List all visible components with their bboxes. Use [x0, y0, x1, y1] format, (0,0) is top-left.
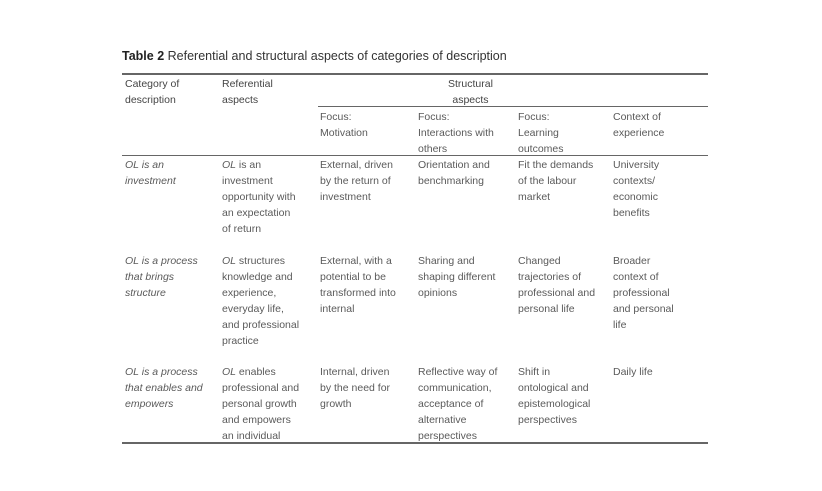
- cell-line: and empowers: [222, 414, 291, 426]
- cell-text: structures: [236, 255, 286, 267]
- header-structural-line: Structural: [448, 78, 493, 90]
- cell-line: benefits: [613, 207, 650, 219]
- cell-line: investment: [222, 175, 273, 187]
- cell-line: Fit the demands: [518, 159, 594, 171]
- cell-line: [222, 157, 296, 173]
- cell-line: of return: [222, 223, 262, 235]
- cell-line: opportunity with: [222, 191, 296, 203]
- row-learning: [518, 364, 590, 428]
- row-motivation: [320, 364, 390, 412]
- cell-line: and professional: [222, 319, 300, 331]
- cell-line: that enables and: [125, 382, 203, 394]
- cell-line: External, with a: [320, 255, 392, 267]
- cell-line: Reflective way of: [418, 366, 498, 378]
- cell-line: market: [518, 191, 551, 203]
- header-context: [613, 109, 664, 141]
- cell-text: is an: [236, 159, 262, 171]
- cell-line: Daily life: [613, 366, 653, 378]
- header-referential-line: aspects: [222, 94, 259, 106]
- cell-line: professional: [613, 287, 670, 299]
- ol-abbrev: OL: [125, 366, 139, 378]
- cell-line: shaping different: [418, 271, 496, 283]
- row-referential: [222, 157, 296, 237]
- header-referential-line: Referential: [222, 78, 273, 90]
- cell-line: practice: [222, 335, 259, 347]
- cell-line: [222, 364, 299, 380]
- cell-line: empowers: [125, 398, 174, 410]
- cell-line: perspectives: [518, 414, 577, 426]
- header-category: [125, 76, 179, 108]
- cell-line: context of: [613, 271, 659, 283]
- cell-line: that brings: [125, 271, 175, 283]
- cell-line: personal growth: [222, 398, 297, 410]
- bottom-rule: [122, 442, 708, 444]
- header-line: others: [418, 143, 448, 155]
- ol-abbrev: OL: [125, 159, 139, 171]
- header-line: Learning: [518, 127, 559, 139]
- header-structural-line: aspects: [452, 94, 489, 106]
- cell-line: ontological and: [518, 382, 589, 394]
- header-line: Interactions with: [418, 127, 494, 139]
- header-line: experience: [613, 127, 665, 139]
- cell-line: benchmarking: [418, 175, 484, 187]
- cell-line: opinions: [418, 287, 458, 299]
- cell-line: communication,: [418, 382, 492, 394]
- cell-line: trajectories of: [518, 271, 582, 283]
- cell-line: growth: [320, 398, 352, 410]
- table-caption: [122, 49, 507, 63]
- cell-line: investment: [125, 175, 176, 187]
- top-rule: [122, 73, 708, 75]
- cell-line: economic: [613, 191, 658, 203]
- cell-line: [125, 364, 203, 380]
- row-learning: [518, 157, 593, 205]
- header-referential: [222, 76, 273, 108]
- cell-line: Internal, driven: [320, 366, 390, 378]
- cell-line: Changed: [518, 255, 561, 267]
- header-line: Motivation: [320, 127, 368, 139]
- table-title: Referential and structural aspects of categories of description: [164, 49, 507, 63]
- row-context: [613, 364, 653, 380]
- cell-line: of the labour: [518, 175, 577, 187]
- header-line: Focus:: [518, 111, 550, 123]
- cell-line: [222, 253, 299, 269]
- header-focus-motivation: [320, 109, 368, 141]
- cell-line: an expectation: [222, 207, 291, 219]
- cell-line: professional and: [518, 287, 596, 299]
- cell-line: everyday life,: [222, 303, 284, 315]
- header-focus-interactions: [418, 109, 494, 157]
- header-line: Focus:: [320, 111, 352, 123]
- cell-line: perspectives: [418, 430, 477, 442]
- row-learning: [518, 253, 595, 317]
- row-category: [125, 364, 203, 412]
- cell-line: professional and: [222, 382, 300, 394]
- row-referential: [222, 253, 299, 349]
- row-interactions: [418, 364, 497, 444]
- cell-text: is a process: [138, 255, 198, 267]
- cell-text: is a process: [138, 366, 198, 378]
- row-referential: [222, 364, 299, 444]
- cell-line: Broader: [613, 255, 651, 267]
- ol-abbrev: OL: [222, 159, 237, 171]
- header-line: Focus:: [418, 111, 450, 123]
- ol-abbrev: OL: [222, 366, 237, 378]
- cell-line: acceptance of: [418, 398, 484, 410]
- cell-line: transformed into: [320, 287, 396, 299]
- cell-line: potential to be: [320, 271, 386, 283]
- header-category-line: description: [125, 94, 176, 106]
- cell-line: contexts/: [613, 175, 656, 187]
- row-interactions: [418, 157, 490, 189]
- cell-text: is an: [138, 159, 164, 171]
- cell-line: Shift in: [518, 366, 551, 378]
- header-line: Context of: [613, 111, 661, 123]
- cell-line: and personal: [613, 303, 674, 315]
- row-motivation: [320, 253, 396, 317]
- row-category: [125, 157, 176, 189]
- table-label: Table 2: [122, 49, 165, 63]
- row-interactions: [418, 253, 495, 301]
- cell-line: life: [613, 319, 627, 331]
- header-line: outcomes: [518, 143, 564, 155]
- cell-line: investment: [320, 191, 371, 203]
- ol-abbrev: OL: [222, 255, 237, 267]
- header-category-line: Category of: [125, 78, 180, 90]
- cell-line: knowledge and: [222, 271, 293, 283]
- header-structural: [448, 76, 493, 108]
- cell-line: [125, 253, 198, 269]
- cell-line: internal: [320, 303, 355, 315]
- row-category: [125, 253, 198, 301]
- cell-line: by the need for: [320, 382, 391, 394]
- header-focus-learning: [518, 109, 564, 157]
- cell-line: Sharing and: [418, 255, 475, 267]
- cell-line: [125, 157, 176, 173]
- cell-line: epistemological: [518, 398, 591, 410]
- row-motivation: [320, 157, 393, 205]
- structural-subheader-rule: [318, 106, 708, 107]
- row-context: [613, 157, 659, 221]
- header-bottom-rule: [122, 155, 708, 156]
- cell-line: personal life: [518, 303, 575, 315]
- cell-line: an individual: [222, 430, 281, 442]
- cell-line: Orientation and: [418, 159, 490, 171]
- row-context: [613, 253, 674, 333]
- ol-abbrev: OL: [125, 255, 139, 267]
- cell-text: enables: [236, 366, 276, 378]
- cell-line: University: [613, 159, 660, 171]
- cell-line: experience,: [222, 287, 277, 299]
- cell-line: structure: [125, 287, 166, 299]
- cell-line: alternative: [418, 414, 467, 426]
- cell-line: by the return of: [320, 175, 391, 187]
- cell-line: External, driven: [320, 159, 393, 171]
